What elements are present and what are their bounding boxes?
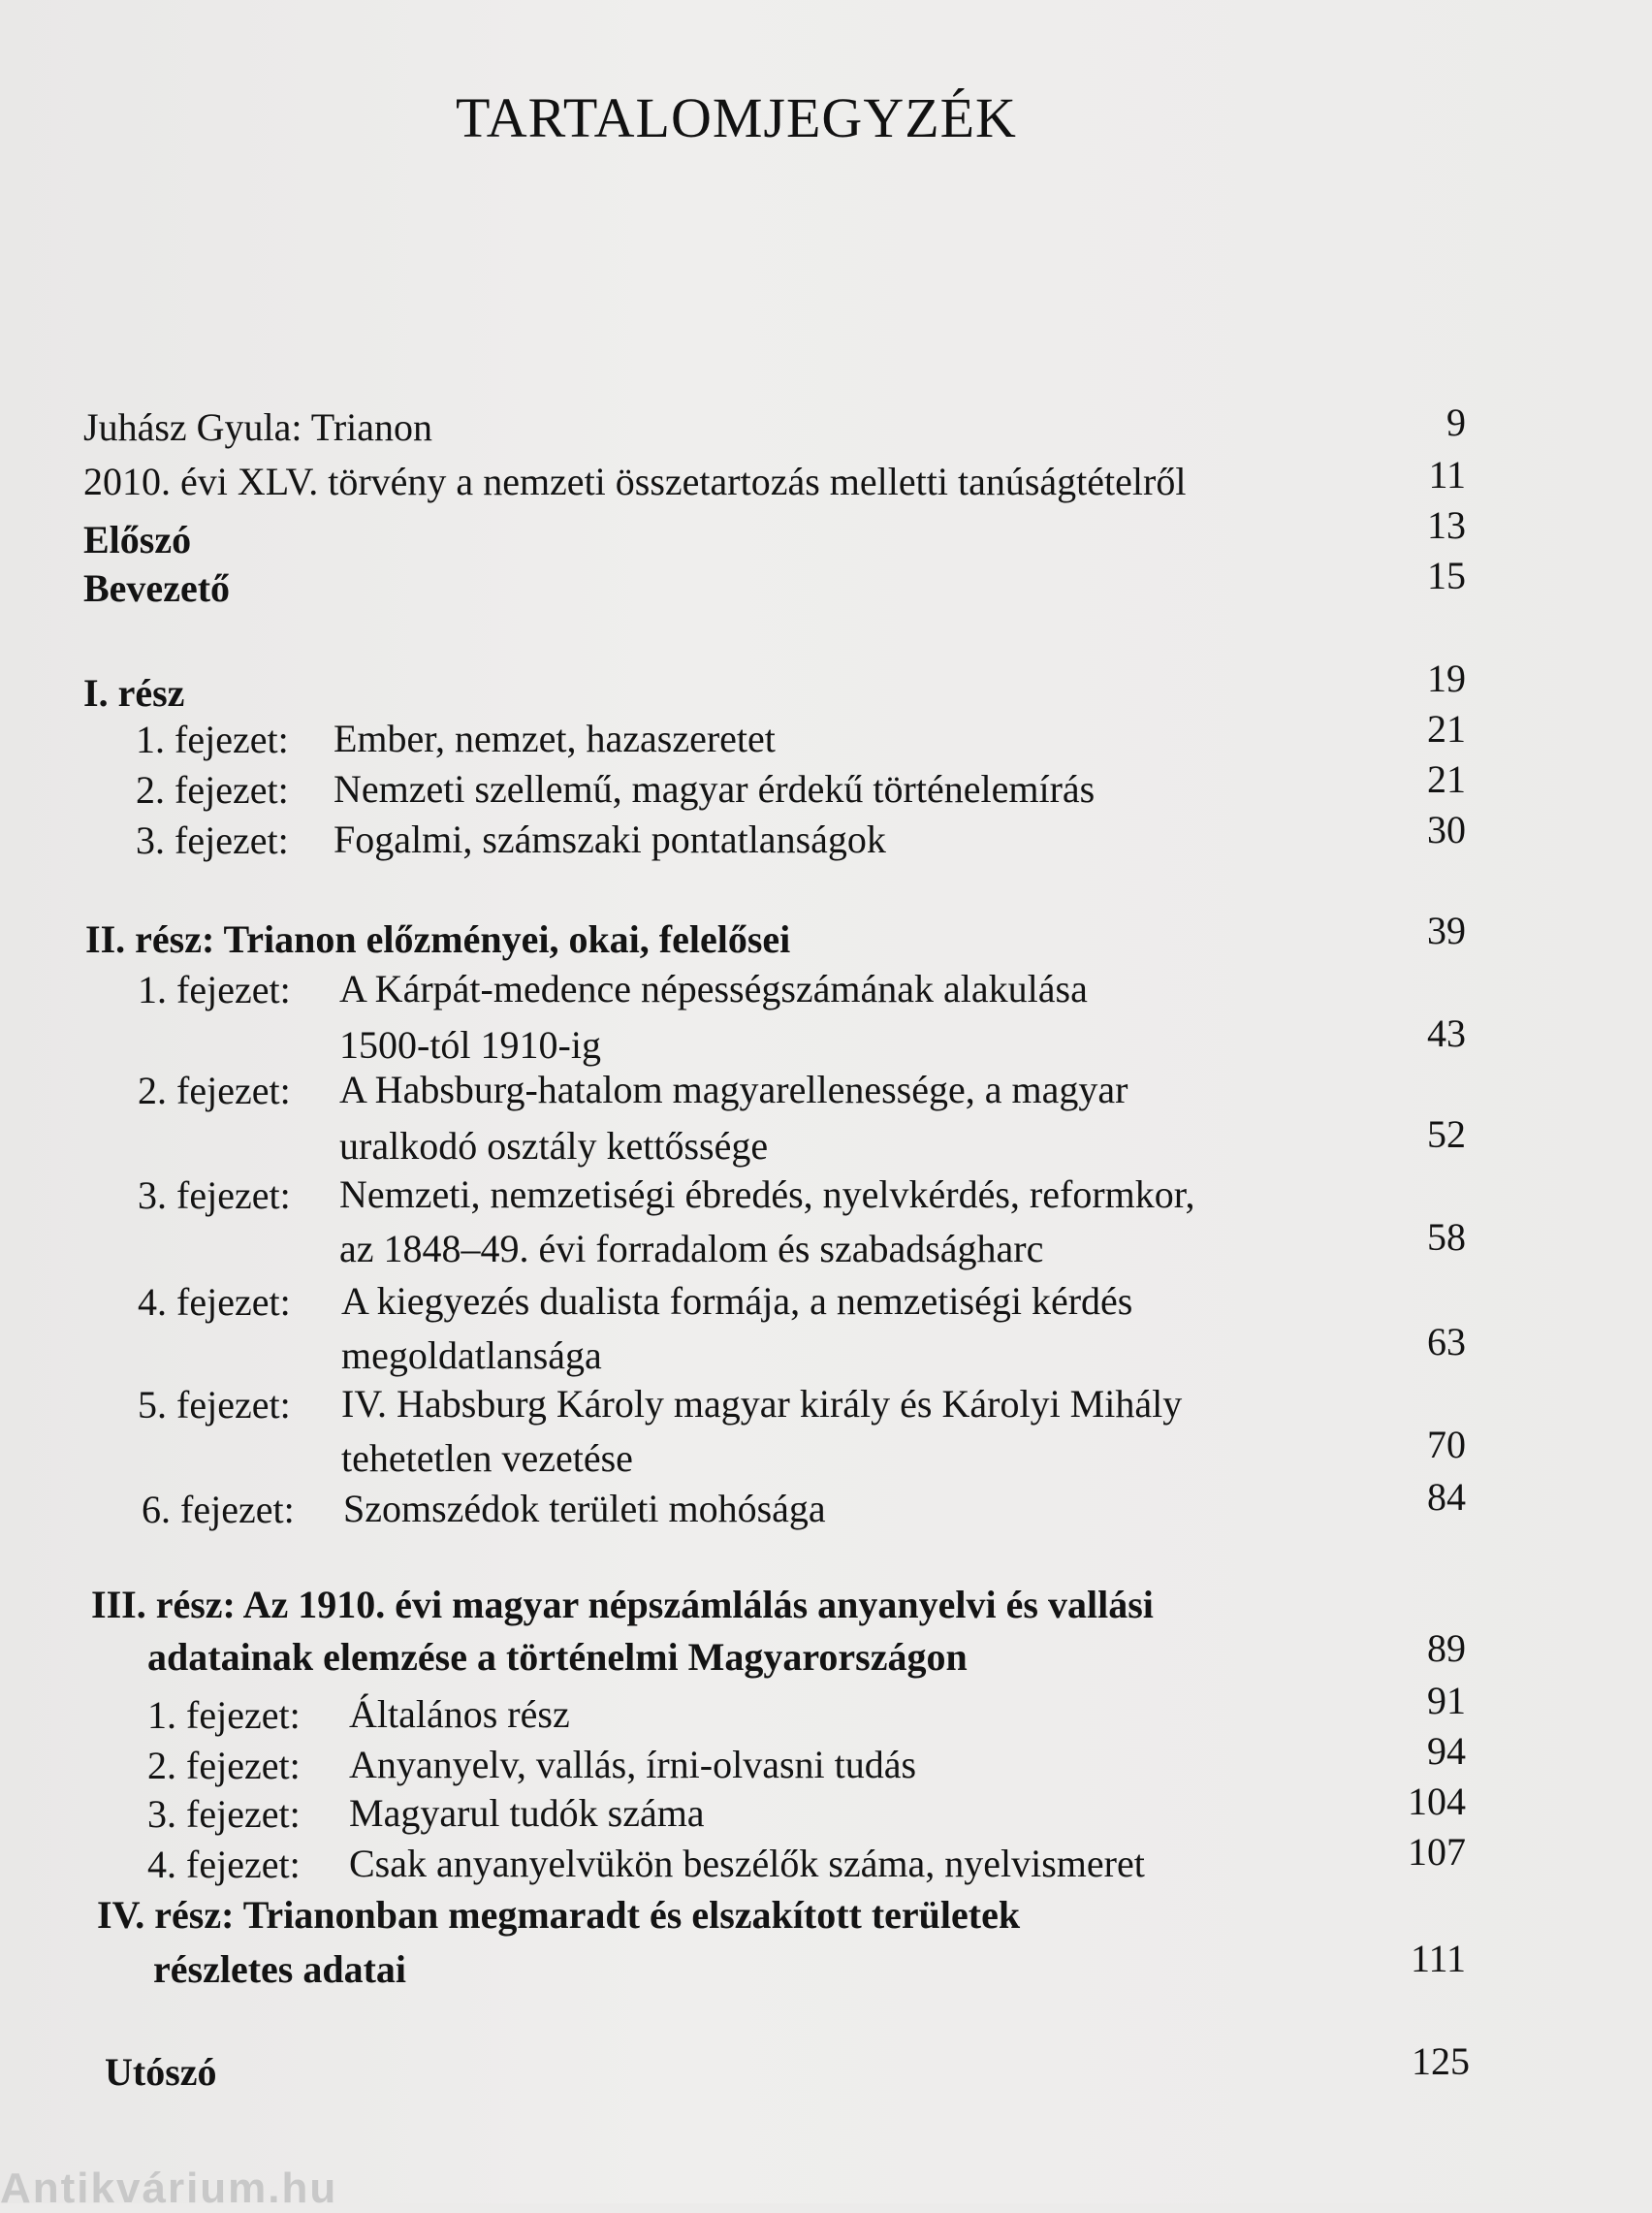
chapter-title-cont: 1500-tól 1910-ig: [339, 1023, 601, 1067]
part-title: II. rész: Trianon előzményei, okai, felelősei: [85, 917, 791, 961]
chapter-page: 43: [1427, 1011, 1466, 1055]
chapter-title: Általános rész: [349, 1692, 570, 1736]
toc-entry-page: 125: [1412, 2039, 1470, 2083]
part-page: 39: [1427, 909, 1466, 952]
toc-entry-label: Utószó: [105, 2050, 217, 2094]
chapter-label: 4. fejezet:: [147, 1843, 301, 1886]
chapter-page: 94: [1427, 1729, 1466, 1773]
toc-entry-label: 2010. évi XLV. törvény a nemzeti összetartozás melletti tanúságtételről: [83, 460, 1187, 503]
toc-entry-label: Előszó: [83, 518, 192, 561]
chapter-title-cont: az 1848–49. évi forradalom és szabadságharc: [339, 1227, 1044, 1270]
watermark: Antikvárium.hu: [0, 2165, 338, 2212]
chapter-page: 63: [1427, 1320, 1466, 1363]
chapter-page: 30: [1427, 808, 1466, 851]
toc-entry-label: Bevezető: [83, 566, 231, 610]
toc-entry-page: 15: [1427, 554, 1466, 597]
chapter-title: Szomszédok területi mohósága: [343, 1487, 826, 1530]
chapter-label: 6. fejezet:: [142, 1488, 295, 1531]
chapter-page: 84: [1427, 1475, 1466, 1519]
chapter-label: 5. fejezet:: [138, 1383, 291, 1427]
part-title-cont: részletes adatai: [153, 1947, 407, 1991]
chapter-title: Fogalmi, számszaki pontatlanságok: [334, 818, 886, 861]
chapter-label: 3. fejezet:: [138, 1173, 291, 1217]
toc-entry-page: 9: [1446, 401, 1466, 444]
chapter-label: 1. fejezet:: [147, 1693, 301, 1737]
part-page: 19: [1427, 657, 1466, 700]
chapter-title: Ember, nemzet, hazaszeretet: [334, 717, 776, 760]
chapter-label: 1. fejezet:: [136, 718, 289, 761]
chapter-page: 58: [1427, 1215, 1466, 1259]
toc-entry-page: 13: [1427, 503, 1466, 547]
part-page: 89: [1427, 1626, 1466, 1670]
toc-entry-label: Juhász Gyula: Trianon: [83, 405, 432, 449]
chapter-title-cont: tehetetlen vezetése: [341, 1436, 633, 1480]
part-title: IV. rész: Trianonban megmaradt és elszakított területek: [97, 1893, 1021, 1937]
chapter-page: 52: [1427, 1112, 1466, 1156]
chapter-page: 21: [1427, 707, 1466, 751]
toc-entry-page: 11: [1428, 453, 1466, 497]
chapter-title: Nemzeti, nemzetiségi ébredés, nyelvkérdés, reformkor,: [339, 1172, 1195, 1216]
part-title: III. rész: Az 1910. évi magyar népszámlálás anyanyelvi és vallási: [91, 1583, 1154, 1626]
chapter-title: Nemzeti szellemű, magyar érdekű történelemírás: [334, 767, 1096, 811]
chapter-title: A kiegyezés dualista formája, a nemzetiségi kérdés: [341, 1279, 1133, 1323]
part-title-cont: adatainak elemzése a történelmi Magyarországon: [147, 1635, 968, 1679]
chapter-label: 3. fejezet:: [147, 1792, 301, 1836]
page-title: TARTALOMJEGYZÉK: [456, 86, 1017, 149]
part-title: I. rész: [83, 671, 185, 715]
chapter-label: 3. fejezet:: [136, 818, 289, 862]
chapter-page: 104: [1408, 1780, 1466, 1823]
chapter-label: 1. fejezet:: [138, 968, 291, 1011]
chapter-title: Magyarul tudók száma: [349, 1791, 705, 1835]
chapter-page: 91: [1427, 1679, 1466, 1722]
chapter-title: IV. Habsburg Károly magyar király és Károlyi Mihály: [341, 1382, 1183, 1426]
chapter-page: 21: [1427, 757, 1466, 801]
chapter-title-cont: uralkodó osztály kettőssége: [339, 1124, 769, 1168]
chapter-title-cont: megoldatlansága: [341, 1333, 602, 1377]
chapter-title: Csak anyanyelvükön beszélők száma, nyelvismeret: [349, 1842, 1145, 1885]
chapter-title: A Kárpát-medence népességszámának alakulása: [339, 967, 1088, 1010]
chapter-label: 4. fejezet:: [138, 1280, 291, 1324]
chapter-title: A Habsburg-hatalom magyarellenessége, a magyar: [339, 1068, 1128, 1111]
chapter-label: 2. fejezet:: [138, 1069, 291, 1112]
part-page: 111: [1410, 1937, 1466, 1980]
chapter-page: 70: [1427, 1423, 1466, 1466]
chapter-page: 107: [1408, 1830, 1466, 1874]
chapter-label: 2. fejezet:: [147, 1744, 301, 1787]
chapter-title: Anyanyelv, vallás, írni-olvasni tudás: [349, 1743, 917, 1786]
chapter-label: 2. fejezet:: [136, 768, 289, 812]
